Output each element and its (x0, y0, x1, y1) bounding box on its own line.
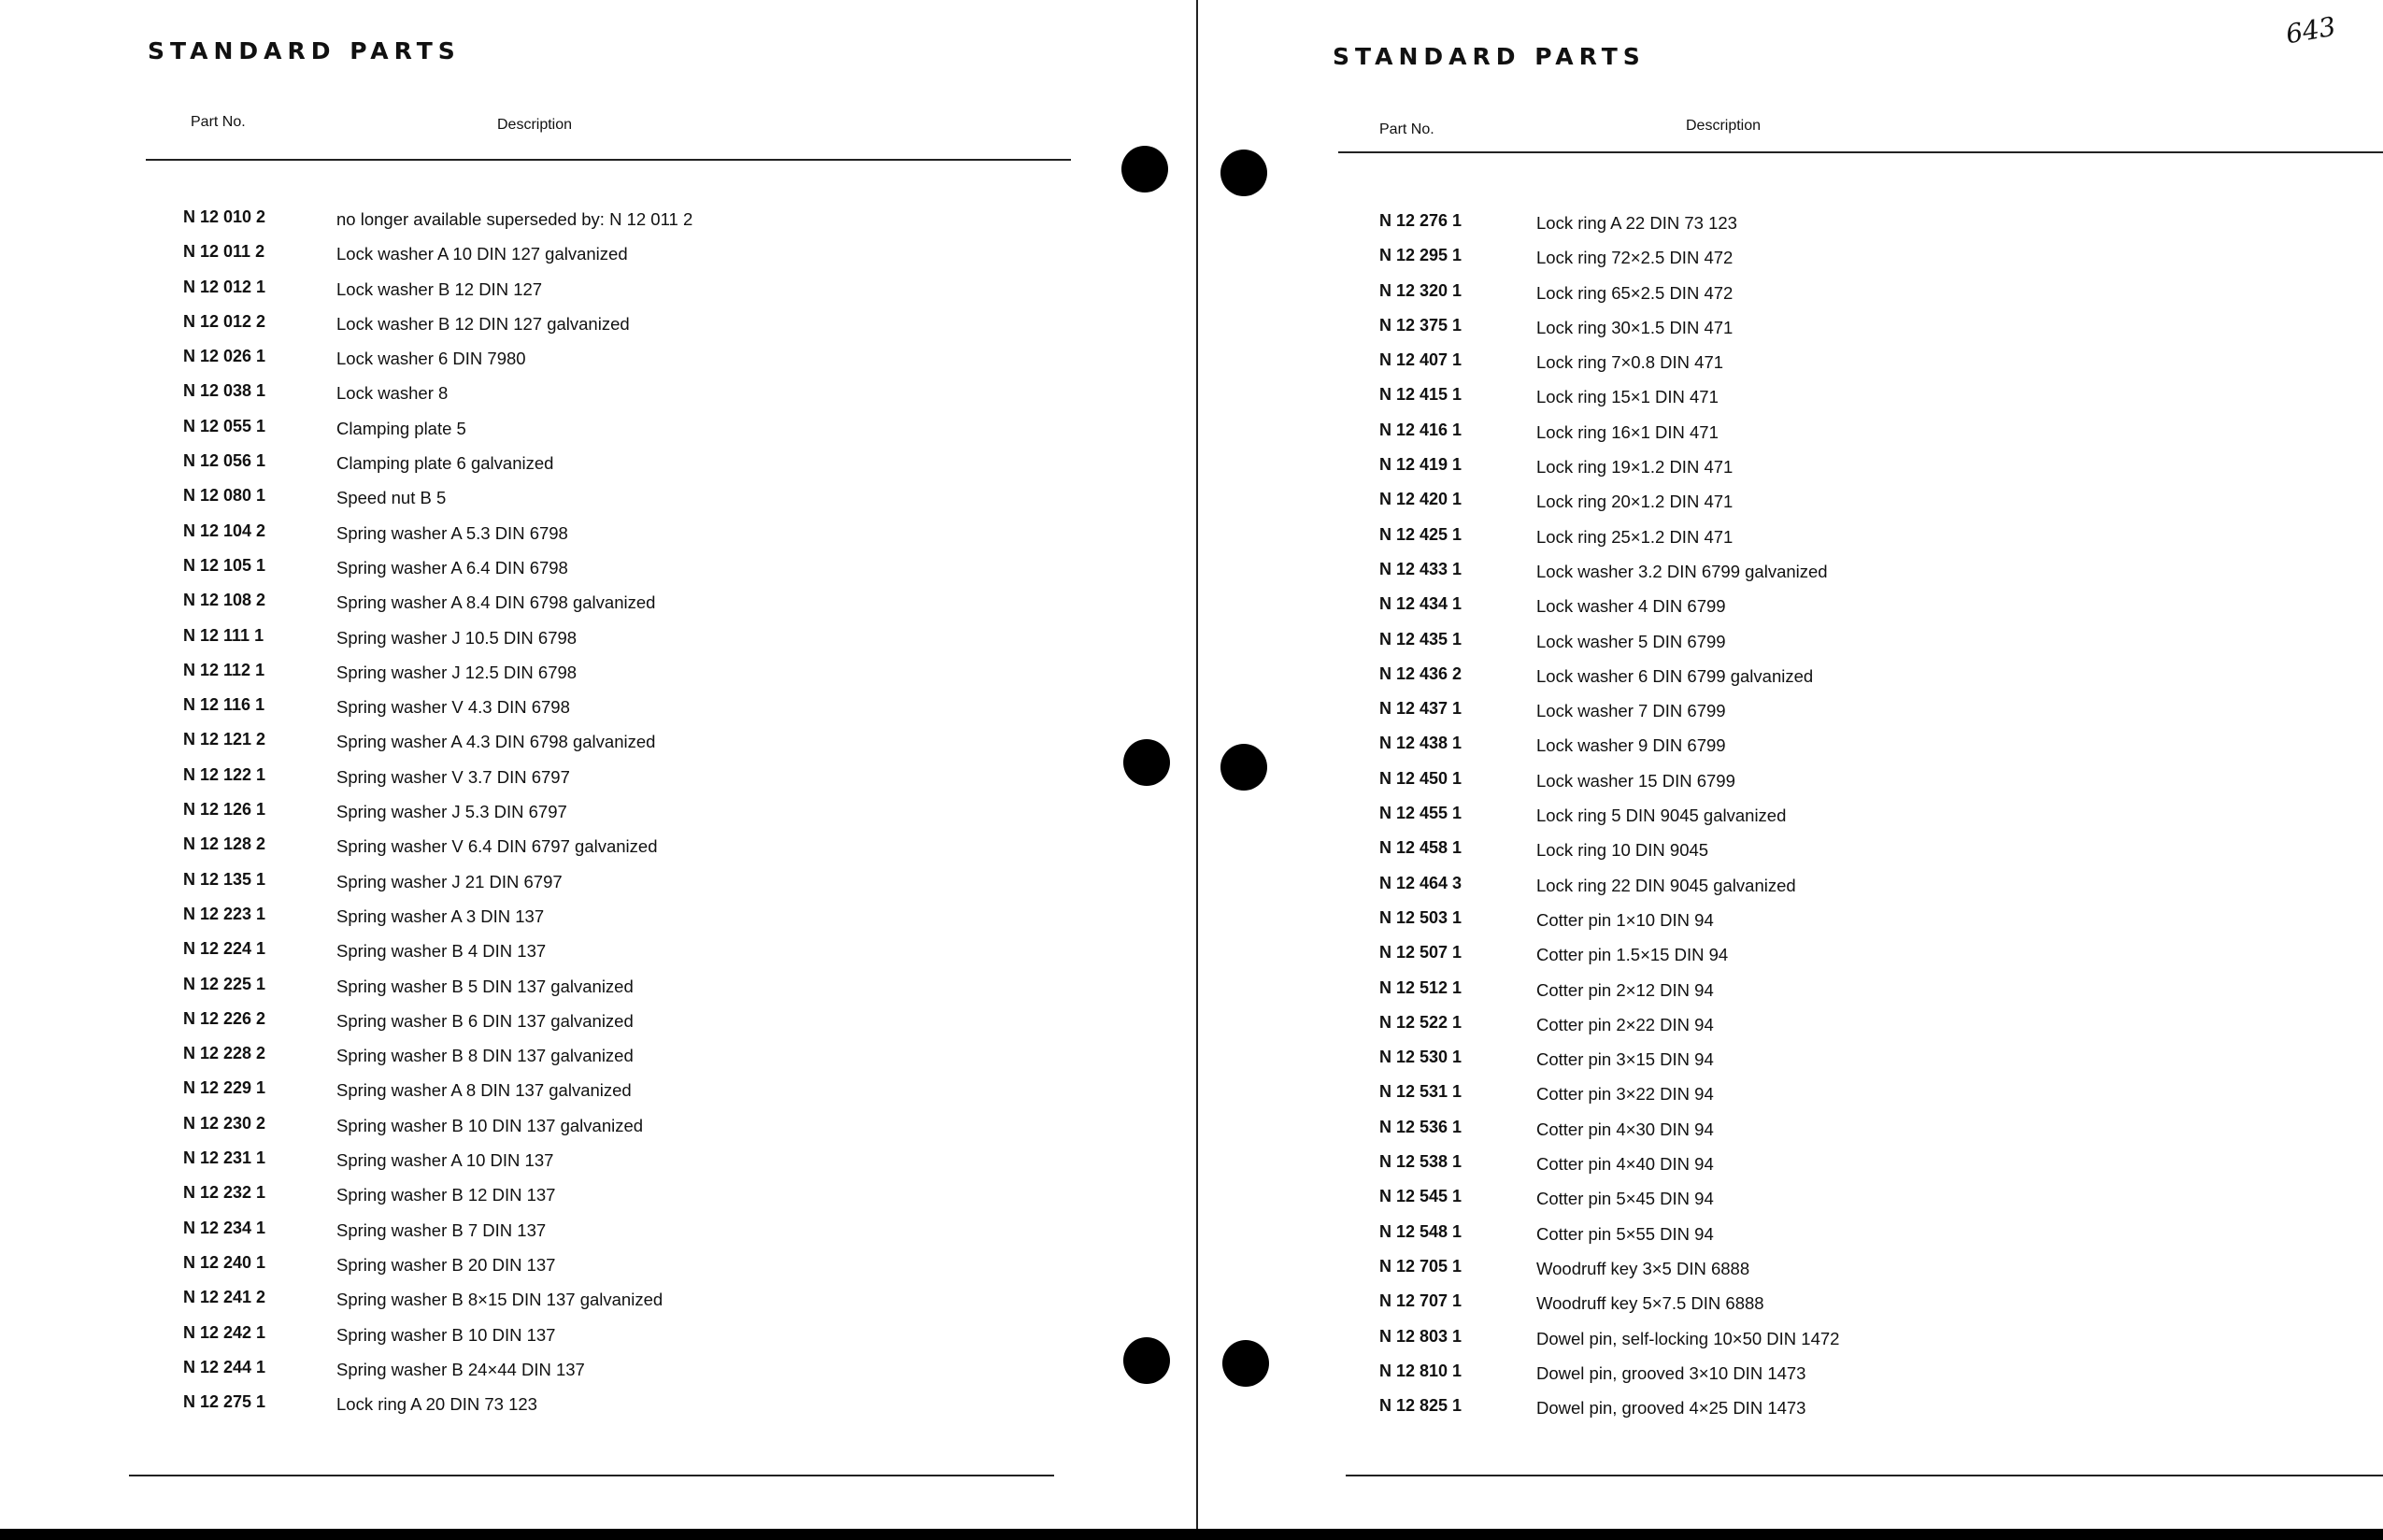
punch-hole (1222, 1340, 1269, 1387)
part-description: Lock washer 9 DIN 6799 (1536, 735, 1726, 756)
part-description: Spring washer B 8×15 DIN 137 galvanized (336, 1290, 664, 1310)
punch-hole (1123, 739, 1170, 786)
part-number: N 12 226 2 (183, 1008, 266, 1028)
part-description: Lock washer 15 DIN 6799 (1536, 770, 1735, 791)
part-description: Clamping plate 5 (336, 418, 466, 438)
part-description: Spring washer A 8.4 DIN 6798 galvanized (336, 592, 656, 613)
part-number: N 12 407 1 (1379, 350, 1463, 370)
part-description: Spring washer B 12 DIN 137 (336, 1185, 556, 1205)
part-number: N 12 012 1 (183, 277, 266, 296)
part-description: Cotter pin 3×15 DIN 94 (1536, 1049, 1714, 1070)
part-description: Spring washer J 12.5 DIN 6798 (336, 662, 578, 682)
part-description: Spring washer A 5.3 DIN 6798 (336, 522, 568, 543)
part-description: Lock ring 5 DIN 9045 galvanized (1536, 806, 1787, 826)
part-number: N 12 416 1 (1379, 420, 1463, 439)
part-number: N 12 522 1 (1379, 1012, 1463, 1032)
part-number: N 12 536 1 (1379, 1117, 1463, 1136)
part-number: N 12 122 1 (183, 764, 266, 784)
part-description: Lock washer A 10 DIN 127 galvanized (336, 244, 628, 264)
part-description: Woodruff key 5×7.5 DIN 6888 (1536, 1293, 1764, 1314)
column-header-description: Description (1686, 118, 1762, 134)
part-number: N 12 437 1 (1379, 699, 1463, 719)
part-description: Lock ring 20×1.2 DIN 471 (1536, 492, 1734, 512)
part-number: N 12 320 1 (1379, 280, 1463, 300)
part-description: Spring washer J 5.3 DIN 6797 (336, 802, 567, 822)
part-description: Cotter pin 2×22 DIN 94 (1536, 1014, 1714, 1034)
part-description: Cotter pin 3×22 DIN 94 (1536, 1084, 1714, 1105)
part-description: Cotter pin 2×12 DIN 94 (1536, 979, 1714, 1000)
part-description: Spring washer B 20 DIN 137 (336, 1254, 556, 1275)
part-description: Lock ring 19×1.2 DIN 471 (1536, 457, 1734, 478)
part-number: N 12 455 1 (1379, 804, 1463, 823)
part-description: Spring washer V 6.4 DIN 6797 galvanized (336, 836, 658, 857)
part-number: N 12 241 2 (183, 1288, 266, 1307)
header-rule (146, 159, 1071, 161)
part-number: N 12 803 1 (1379, 1326, 1463, 1346)
part-number: N 12 116 1 (183, 695, 265, 715)
part-description: Spring washer J 10.5 DIN 6798 (336, 627, 578, 648)
part-number: N 12 434 1 (1379, 594, 1463, 614)
part-description: Spring washer A 10 DIN 137 (336, 1150, 554, 1171)
part-description: Cotter pin 1×10 DIN 94 (1536, 909, 1714, 930)
part-number: N 12 531 1 (1379, 1082, 1463, 1102)
part-number: N 12 108 2 (183, 591, 266, 610)
part-description: Lock washer B 12 DIN 127 galvanized (336, 313, 630, 334)
page-title: STANDARD PARTS (1333, 43, 1646, 70)
part-description: Lock washer 4 DIN 6799 (1536, 596, 1726, 617)
part-number: N 12 275 1 (183, 1392, 266, 1412)
part-description: Spring washer B 4 DIN 137 (336, 941, 547, 962)
footer-rule (1346, 1475, 2383, 1476)
part-description: Lock ring 72×2.5 DIN 472 (1536, 248, 1734, 268)
part-description: Cotter pin 4×30 DIN 94 (1536, 1119, 1714, 1139)
part-description: Spring washer B 8 DIN 137 galvanized (336, 1046, 634, 1066)
part-description: Spring washer V 3.7 DIN 6797 (336, 766, 570, 787)
part-number: N 12 450 1 (1379, 768, 1463, 788)
punch-hole (1123, 1337, 1170, 1384)
part-description: Spring washer A 6.4 DIN 6798 (336, 557, 568, 578)
part-number: N 12 225 1 (183, 974, 266, 993)
part-description: Dowel pin, grooved 4×25 DIN 1473 (1536, 1398, 1806, 1419)
part-description: Lock washer 5 DIN 6799 (1536, 631, 1726, 651)
part-number: N 12 415 1 (1379, 385, 1463, 405)
part-description: Lock washer 3.2 DIN 6799 galvanized (1536, 561, 1828, 581)
part-description: Spring washer A 3 DIN 137 (336, 905, 545, 926)
part-number: N 12 458 1 (1379, 838, 1463, 858)
part-description: Spring washer V 4.3 DIN 6798 (336, 697, 570, 718)
part-number: N 12 135 1 (183, 869, 266, 889)
part-description: Cotter pin 1.5×15 DIN 94 (1536, 945, 1729, 965)
part-number: N 12 231 1 (183, 1148, 266, 1168)
part-number: N 12 825 1 (1379, 1396, 1463, 1416)
part-number: N 12 242 1 (183, 1322, 266, 1342)
part-number: N 12 111 1 (183, 625, 264, 645)
part-description: Lock ring 25×1.2 DIN 471 (1536, 526, 1734, 547)
part-number: N 12 055 1 (183, 416, 266, 435)
part-number: N 12 545 1 (1379, 1187, 1463, 1206)
part-number: N 12 240 1 (183, 1252, 266, 1272)
handwritten-page-number: 643 (2283, 10, 2338, 50)
part-description: Spring washer J 21 DIN 6797 (336, 871, 563, 891)
part-number: N 12 038 1 (183, 381, 266, 401)
part-number: N 12 435 1 (1379, 629, 1463, 649)
page-title: STANDARD PARTS (148, 37, 461, 64)
part-number: N 12 010 2 (183, 207, 266, 226)
part-number: N 12 126 1 (183, 800, 266, 820)
part-number: N 12 080 1 (183, 486, 266, 506)
column-header-part-no: Part No. (1379, 121, 1434, 137)
part-description: Spring washer B 10 DIN 137 (336, 1324, 556, 1345)
part-number: N 12 121 2 (183, 730, 266, 749)
part-number: N 12 295 1 (1379, 246, 1463, 265)
part-number: N 12 104 2 (183, 520, 266, 540)
part-number: N 12 375 1 (1379, 315, 1463, 335)
part-number: N 12 056 1 (183, 451, 266, 471)
part-description: Lock ring 65×2.5 DIN 472 (1536, 282, 1734, 303)
part-number: N 12 420 1 (1379, 490, 1463, 509)
part-number: N 12 433 1 (1379, 559, 1463, 578)
part-number: N 12 707 1 (1379, 1291, 1463, 1311)
part-number: N 12 503 1 (1379, 907, 1463, 927)
part-number: N 12 232 1 (183, 1183, 266, 1203)
part-number: N 12 224 1 (183, 939, 266, 959)
part-description: no longer available superseded by: N 12 011 2 (336, 209, 693, 229)
part-number: N 12 128 2 (183, 834, 266, 854)
part-description: Woodruff key 3×5 DIN 6888 (1536, 1258, 1750, 1278)
part-description: Spring washer A 4.3 DIN 6798 galvanized (336, 732, 656, 752)
right-page (1202, 0, 2383, 1529)
part-description: Cotter pin 5×55 DIN 94 (1536, 1223, 1714, 1244)
part-description: Spring washer B 6 DIN 137 galvanized (336, 1010, 634, 1031)
part-number: N 12 026 1 (183, 347, 266, 366)
part-description: Lock ring 16×1 DIN 471 (1536, 421, 1719, 442)
part-description: Lock washer 7 DIN 6799 (1536, 701, 1726, 721)
part-number: N 12 234 1 (183, 1218, 266, 1237)
part-description: Cotter pin 4×40 DIN 94 (1536, 1154, 1714, 1175)
part-description: Spring washer B 10 DIN 137 galvanized (336, 1115, 644, 1135)
part-number: N 12 436 2 (1379, 663, 1463, 683)
part-description: Lock ring A 22 DIN 73 123 (1536, 213, 1737, 233)
part-number: N 12 705 1 (1379, 1256, 1463, 1276)
footer-rule (129, 1475, 1054, 1476)
part-number: N 12 105 1 (183, 555, 266, 575)
part-description: Lock washer 6 DIN 7980 (336, 349, 526, 369)
part-number: N 12 464 3 (1379, 873, 1463, 892)
part-number: N 12 223 1 (183, 904, 266, 923)
part-number: N 12 229 1 (183, 1078, 266, 1098)
part-number: N 12 548 1 (1379, 1221, 1463, 1241)
part-description: Speed nut B 5 (336, 488, 447, 508)
part-number: N 12 276 1 (1379, 211, 1463, 230)
part-number: N 12 228 2 (183, 1044, 266, 1063)
part-number: N 12 438 1 (1379, 734, 1463, 753)
part-number: N 12 230 2 (183, 1113, 266, 1133)
part-description: Lock ring 30×1.5 DIN 471 (1536, 317, 1734, 337)
punch-hole (1121, 146, 1168, 192)
scan-edge (0, 1529, 2383, 1540)
part-description: Spring washer B 7 DIN 137 (336, 1219, 547, 1240)
part-description: Spring washer B 5 DIN 137 galvanized (336, 976, 634, 996)
left-page (0, 0, 1196, 1529)
part-description: Lock ring A 20 DIN 73 123 (336, 1394, 537, 1415)
part-description: Lock ring 15×1 DIN 471 (1536, 387, 1719, 407)
column-header-part-no: Part No. (191, 114, 246, 130)
part-number: N 12 012 2 (183, 311, 266, 331)
punch-hole (1220, 150, 1267, 196)
part-number: N 12 810 1 (1379, 1361, 1463, 1380)
part-number: N 12 011 2 (183, 242, 265, 262)
part-number: N 12 112 1 (183, 660, 265, 679)
part-description: Spring washer B 24×44 DIN 137 (336, 1359, 585, 1379)
part-number: N 12 538 1 (1379, 1152, 1463, 1172)
part-description: Lock ring 22 DIN 9045 galvanized (1536, 875, 1796, 895)
part-number: N 12 425 1 (1379, 524, 1463, 544)
part-number: N 12 530 1 (1379, 1048, 1463, 1067)
punch-hole (1220, 744, 1267, 791)
part-description: Spring washer A 8 DIN 137 galvanized (336, 1080, 632, 1101)
part-description: Dowel pin, grooved 3×10 DIN 1473 (1536, 1362, 1806, 1383)
column-header-description: Description (497, 117, 573, 133)
part-number: N 12 419 1 (1379, 455, 1463, 475)
part-description: Dowel pin, self-locking 10×50 DIN 1472 (1536, 1328, 1840, 1348)
part-description: Cotter pin 5×45 DIN 94 (1536, 1189, 1714, 1209)
part-description: Lock washer B 12 DIN 127 (336, 278, 543, 299)
part-description: Lock ring 7×0.8 DIN 471 (1536, 352, 1724, 373)
part-number: N 12 244 1 (183, 1357, 266, 1376)
part-number: N 12 507 1 (1379, 943, 1463, 962)
part-description: Lock washer 6 DIN 6799 galvanized (1536, 665, 1814, 686)
header-rule (1338, 151, 2383, 153)
part-number: N 12 512 1 (1379, 977, 1463, 997)
part-description: Lock ring 10 DIN 9045 (1536, 840, 1709, 861)
part-description: Lock washer 8 (336, 383, 449, 404)
part-description: Clamping plate 6 galvanized (336, 453, 554, 474)
